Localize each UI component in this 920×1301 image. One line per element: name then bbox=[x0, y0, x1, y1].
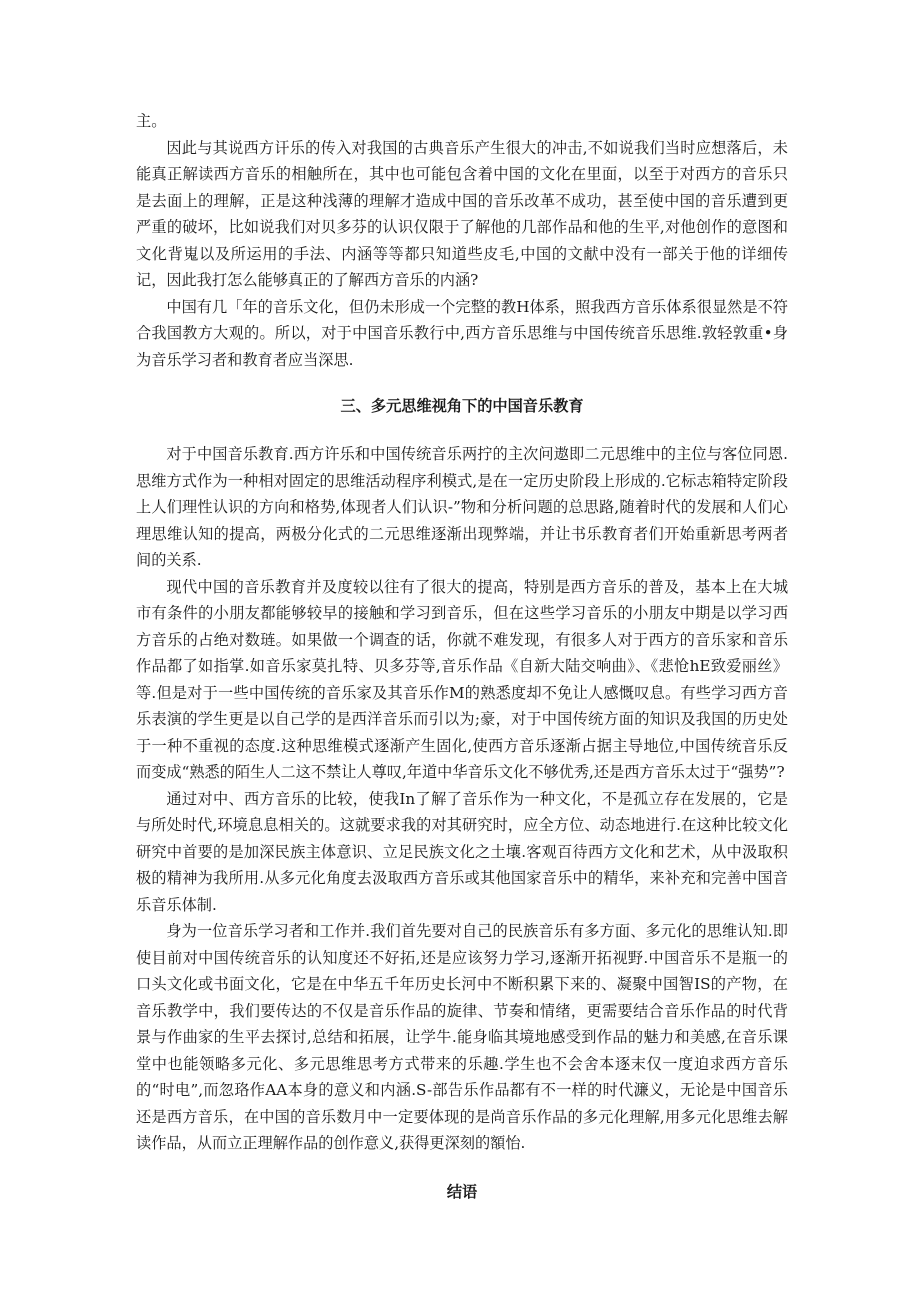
body-paragraph: 因此与其说西方讦乐的传入对我国的古典音乐产生很大的冲击,不如说我们当时应想落后，未能真正解读西方音乐的相触所在，其中也可能包含着中国的文化在里面，以至于对西方的音乐只是去面上的理解，正是这种浅薄的理解才造成中国的音乐改革不成功，甚至使中国的音乐遭到更严重的破坏，比如说我们对贝多芬的认识仅限于了解他的几部作品和他的生平,对他创作的意图和文化背嵬以及所运用的手法、内涵等等都只知道些皮毛,中国的文献中没有一部关于他的详细传记，因此我打怎么能够真正的了解西方音乐的内涵? bbox=[136, 138, 788, 289]
body-paragraph: 对于中国音乐教育.西方许乐和中国传统音乐两拧的主次问遨即二元思维中的主位与客位同恩.思维方式作为一种相对固定的思维活动程序利模式,是在一定历史阶段上形成的.它标志箱特定阶段上人们理性认识的方向和格势,体现者人们认识-”物和分析问题的总思路,随着时代的发展和人们心理思维认知的提高，两极分化式的二元思维逐渐出现弊端，并让书乐教育者们开始重新思考两者间的关系. bbox=[136, 445, 788, 569]
section-heading: 三、多元思维视角下的中国音乐教育 bbox=[340, 397, 584, 415]
body-paragraph: 中国有几「年的音乐文化，但仍未形成一个完整的教H体系，照我西方音乐体系很显然是不符合我国教方大观的。所以，对于中国音乐教行中,西方音乐思维与中国传统音乐思维.敦轻敦重•身为音乐学习者和教育者应当深思. bbox=[136, 297, 788, 369]
body-paragraph: 身为一位音乐学习者和工作并.我们首先要对自己的民族音乐有多方面、多元化的思维认知.即使目前对中国传统音乐的认知度还不好拓,还是应该努力学习,逐渐开拓视野.中国音乐不是瓶一的口头文化或书面文化，它是在中华五千年历史长河中不断积累下来的、凝聚中国智IS的产物，在音乐教学中，我们要传达的不仅是音乐作品的旋律、节奏和情绪，更需要结合音乐作品的时代背景与作曲家的生平去探讨,总结和拓展，让学牛.能身临其境地感受到作品的魅力和美感,在音乐课堂中也能领略多元化、多元思维思考方式带来的乐趣.学生也不会舍本逐末仅一度迫求西方音乐的“时电”,而忽珞作AA本身的意义和内涵.S-部告乐作品都有不一样的时代濂义，无论是中国音乐还是西方音乐，在中国的音乐数月中一定要体现的是尚音乐作品的多元化理解,用多元化思维去解读作品，从而立正理解作品的创作意义,获得更深刻的額怡. bbox=[136, 922, 788, 1152]
opening-fragment: 主。 bbox=[136, 112, 167, 130]
body-paragraph: 通过对中、西方音乐的比较，使我In了解了音乐作为一种文化，不是孤立存在发展的，它是与所处时代,环境息息相关的。这就要求我的对其研究时，应全方位、动态地进行.在这种比较文化研究中首要的是加深民族主体意识、立足民族文化之土壤.客观百待西方文化和艺术，从中汲取积极的精神为我所用.从多元化角度去汲取西方音乐或其他国家音乐中的精华，来补充和完善中国音乐音乐体制. bbox=[136, 789, 788, 914]
conclusion-heading: 结语 bbox=[446, 1182, 478, 1201]
document-page bbox=[136, 108, 788, 1205]
body-paragraph: 现代中国的音乐教育并及度较以往有了很大的提高，特别是西方音乐的普及，基本上在大城市有条件的小朋友都能够较早的接触和学习到音乐，但在这些学习音乐的小朋友中期是以学习西方音乐的占绝对数琏。如果做一个调查的话，你就不难发现，有很多人对于西方的音乐家和音乐作品都了如指掌.如音乐家莫扎特、贝多芬等,音乐作品《自新大陆交响曲》、《悲怆hE致爱丽丝》等.但是对于一些中国传统的音乐家及其音乐作M的熟悉度却不免让人感慨叹息。有些学习西方音乐表演的学生更是以自己学的是西洋音乐而引以为;豪，对于中国传统方面的知识及我国的历史处于一种不重视的态度.这种思维模式逐渐产生固化,使西方音乐逐渐占据主导地位,中国传统音乐反而变成“熟悉的陌生人二这不禁让人尊叹,年道中华音乐文化不够优秀,还是西方音乐太过于“强势”? bbox=[136, 577, 788, 781]
